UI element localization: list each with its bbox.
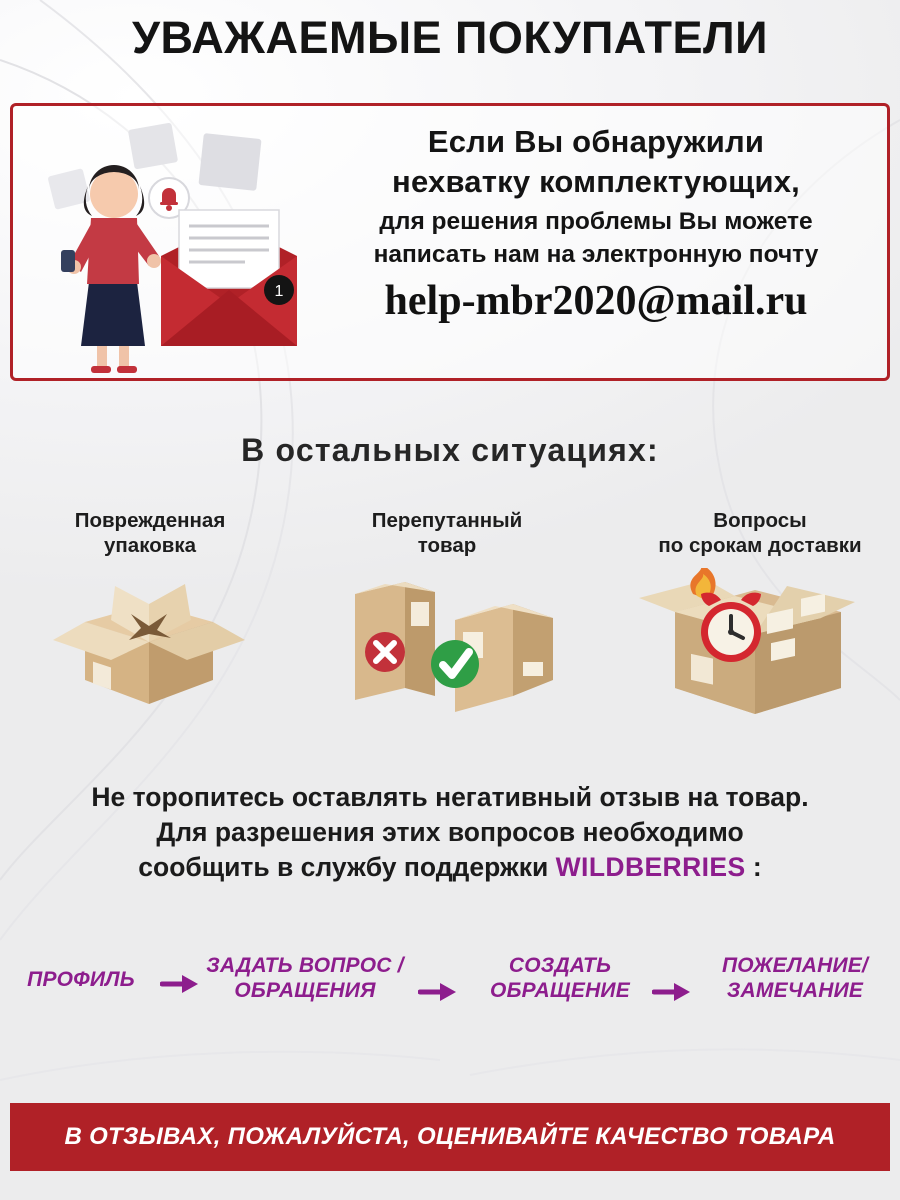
step-ask-question <box>196 953 414 1003</box>
support-steps-flow <box>0 945 900 1015</box>
advice-line-3 <box>0 850 900 885</box>
support-email-address[interactable]: help-mbr2020@mail.ru <box>384 278 808 324</box>
case-label-line2: по срокам доставки <box>658 534 862 557</box>
advice-line-3-prefix: сообщить в службу поддержки <box>138 852 556 882</box>
email-line-3: для решения проблемы Вы можете <box>379 208 813 235</box>
case-label-line2: упаковка <box>104 534 196 557</box>
section-subtitle: В остальных ситуациях: <box>241 432 659 468</box>
advice-line-1: Не торопитесь оставлять негативный отзыв на товар. <box>91 782 809 812</box>
email-line-2: нехватку комплектующих, <box>392 164 800 199</box>
footer-banner <box>10 1103 890 1171</box>
wrong-item-boxes-icon <box>327 568 567 718</box>
arrow-right-icon <box>652 980 692 1004</box>
wildberries-brand: WILDBERRIES <box>555 852 746 882</box>
arrow-right-icon <box>418 980 458 1004</box>
step-2-line2: ОБРАЩЕНИЯ <box>234 979 376 1002</box>
advice-paragraph <box>0 780 900 885</box>
advice-line-3-suffix: : <box>745 852 762 882</box>
email-callout-box <box>10 103 890 381</box>
email-line-4: написать нам на электронную почту <box>373 241 819 268</box>
page-title: УВАЖАЕМЫЕ ПОКУПАТЕЛИ <box>132 12 768 63</box>
advice-line-2: Для разрешения этих вопросов необходимо <box>156 817 744 847</box>
email-callout-text <box>313 122 879 325</box>
step-3-line1: СОЗДАТЬ <box>508 954 612 977</box>
step-create-request <box>460 953 660 1003</box>
step-2-line1: ЗАДАТЬ ВОПРОС / <box>206 954 404 977</box>
case-delivery-time <box>620 508 900 723</box>
svg-text:1: 1 <box>274 283 284 300</box>
arrow-right-icon <box>160 972 200 996</box>
step-wish-remark <box>692 953 898 1003</box>
damaged-box-icon <box>45 568 255 718</box>
delivery-time-box-clock-icon <box>635 568 885 718</box>
step-3-line2: ОБРАЩЕНИЕ <box>490 979 630 1002</box>
case-wrong-item <box>312 508 582 723</box>
footer-text: В ОТЗЫВАХ, ПОЖАЛУЙСТА, ОЦЕНИВАЙТЕ КАЧЕСТВО ТОВАРА <box>64 1123 836 1150</box>
woman-with-envelope-illustration <box>33 114 313 374</box>
email-line-1: Если Вы обнаружили <box>427 124 765 159</box>
step-1-line1: ПРОФИЛЬ <box>27 968 135 991</box>
step-profile <box>6 967 156 992</box>
case-damaged-package <box>20 508 280 723</box>
step-4-line1: ПОЖЕЛАНИЕ/ <box>721 954 869 977</box>
case-label-line1: Перепутанный <box>371 509 523 532</box>
case-label-line2: товар <box>417 534 477 557</box>
case-label-line1: Вопросы <box>713 509 807 532</box>
step-4-line2: ЗАМЕЧАНИЕ <box>726 979 864 1002</box>
case-label-line1: Поврежденная <box>74 509 226 532</box>
cases-row <box>0 508 900 773</box>
